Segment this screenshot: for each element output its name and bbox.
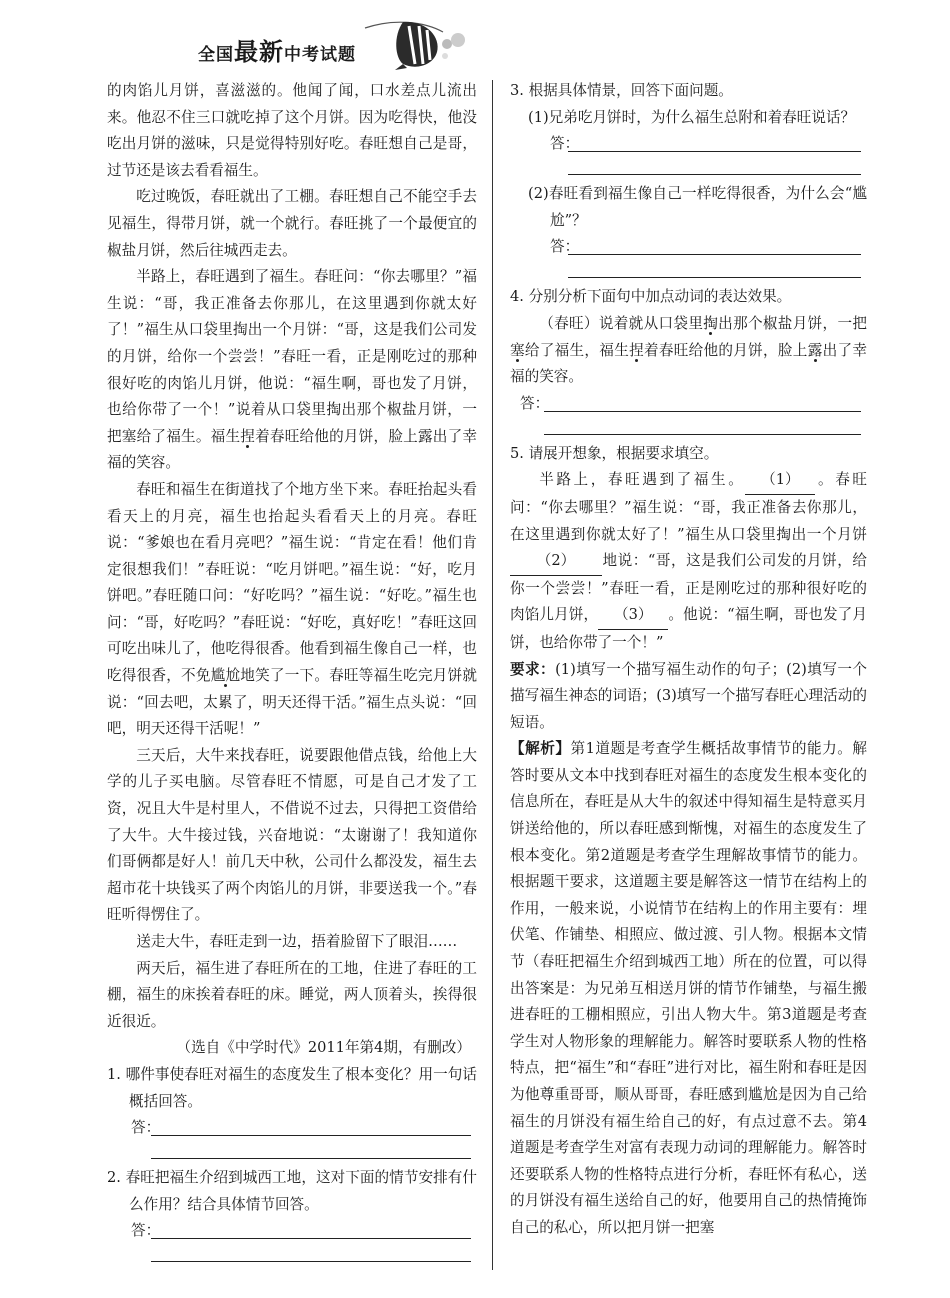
sentence-text: 出那个椒盐月饼，一把	[718, 314, 867, 332]
header-title	[198, 32, 356, 67]
question-1: 1. 哪件事使春旺对福生的态度发生了根本变化？用一句话概括回答。	[107, 1065, 477, 1110]
dotted-verb: 掏	[703, 314, 719, 332]
answer-underline	[544, 411, 861, 412]
story-text: 春旺和福生在街道找了个地方坐下来。春旺抬起头看看天上的月亮，福生也抬起头看看天上的月亮。春旺说：“爹娘也在看月亮吧？”福生说：“肯定在看！他们肯定很想我们！”春旺说：“吃月饼吧。”福生说：“好，吃月饼吧。”春旺随口问：“好吃吗？”福生说：“好吃。”福生也问：“哥，好吃吗？”春旺说：“好吃，真好吃！”春旺这回可吃出味儿了，他吃得很香。他看到福生像自己一样，也吃得很香，不免	[107, 480, 477, 685]
right-column	[510, 78, 867, 1242]
answer-line[interactable]	[107, 1115, 477, 1141]
question-5-passage	[510, 467, 867, 656]
page-header	[190, 14, 490, 72]
answer-label: 答：	[550, 135, 580, 153]
question-3: 3. 根据具体情景，回答下面问题。	[510, 82, 733, 99]
answer-underline	[151, 1261, 471, 1262]
story-paragraph	[107, 477, 477, 743]
fill-blank-1[interactable]: （1）	[745, 467, 815, 495]
dotted-verb: 捏	[629, 341, 644, 359]
question-3-2: (2)春旺看到福生像自己一样吃得很香，为什么会“尴尬”？	[528, 185, 867, 229]
passage-text: 半路上，春旺遇到了福生。	[539, 471, 746, 489]
answer-underline	[568, 174, 861, 175]
answer-line[interactable]	[510, 260, 867, 284]
fill-blank-3[interactable]: （3）	[598, 602, 668, 630]
answer-line[interactable]	[510, 131, 867, 157]
dotted-word: 尴尬	[210, 667, 241, 685]
requirement-text: (1)填写一个描写福生动作的句子；(2)填写一个描写福生神态的词语；(3)填写一个描写春旺心理活动的短语。	[510, 660, 867, 731]
story-paragraph: 吃过晚饭，春旺就出了工棚。春旺想自己不能空手去见福生，得带月饼，就一个就行。春旺挑了一个最便宜的椒盐月饼，然后往城西走去。	[107, 188, 477, 259]
requirement	[510, 657, 867, 737]
story-text: 着春旺给他的月饼，脸上露出了幸福的笑容。	[107, 427, 477, 472]
sentence-text: 着春旺给他的月饼，脸上	[643, 341, 808, 359]
source-citation: （选自《中学时代》2011年第4期，有删改）	[176, 1039, 471, 1057]
story-text: 半路上，春旺遇到了福生。春旺问：“你去哪里？”福生说：“哥，我正准备去你那儿，在这里遇到你就太好了！”福生从口袋里掏出一个月饼：“哥，这是我们公司发的月饼，给你一个尝尝！”春旺一看，正是刚吃过的那种很好吃的肉馅儿月饼，他说：“福生啊，哥也发了月饼，也给你带了一个！”说着从口袋里掏出那个椒盐月饼，一把塞给了福生。福生	[107, 268, 477, 445]
story-text: 地笑了一下。春旺等福生吃完月饼就说：“回去吧，太累了，明天还得干活。”福生点头说：“回吧，明天还得干活呢！”	[107, 667, 477, 738]
column-divider	[492, 80, 493, 1270]
sentence-text: 出了幸福的笑容。	[510, 341, 867, 386]
answer-line[interactable]	[510, 234, 867, 260]
story-paragraph: 送走大牛，春旺走到一边，捂着脸留下了眼泪……	[136, 933, 458, 950]
header-title-suffix: 中考试题	[284, 45, 356, 65]
answer-label: 答：	[131, 1119, 161, 1137]
analysis-label: 【解析】	[510, 740, 571, 758]
fill-blank-2[interactable]: （2）	[510, 548, 602, 576]
answer-line[interactable]	[510, 391, 867, 417]
sentence-text: 给了福生，福生	[524, 341, 630, 359]
answer-underline	[568, 151, 861, 152]
dotted-verb: 塞	[510, 341, 525, 359]
story-paragraph	[107, 264, 477, 477]
passage-text: 。春旺问：“你去哪里？”福生说：“哥，我正准备去你那儿，在这里遇到你就太好了！”福生从口袋里掏出一个月饼	[510, 471, 867, 543]
question-2: 2. 春旺把福生介绍到城西工地，这对下面的情节安排有什么作用？结合具体情节回答。	[107, 1169, 477, 1213]
analysis-text: 第1道题是考查学生概括故事情节的能力。解答时要从文本中找到春旺对福生的态度发生根本变化的信息所在，春旺是从大牛的叙述中得知福生是特意买月饼送给他的，所以春旺感到惭愧，对福生的态度发生了根本变化。第2道题是考查学生理解故事情节的能力。根据题干要求，这道题主要是解答这一情节在结构上的作用，一般来说，小说情节在结构上的作用主要有：埋伏笔、作铺垫、相照应、做过渡、引人物。根据本文情节（春旺把福生介绍到城西工地）所在的位置，可以得出答案是：为兄弟互相送月饼的情节作铺垫，与福生搬进春旺的工棚相照应，引出人物大牛。第3道题是考查学生对人物形象的理解能力。解答时要联系人物的性格特点，把“福生”和“春旺”进行对比，福生附和春旺是因为他尊重哥哥，顺从哥哥，春旺感到尴尬是因为自己给福生的月饼没有福生给自己的好，有点过意不去。第4道题是考查学生对富有表现力动词的理解能力。解答时还要联系人物的性格特点进行分析，春旺怀有私心，送的月饼没有福生送给自己的好，他要用自己的热情掩饰自己的私心，所以把月饼一把塞	[510, 740, 867, 1236]
header-title-prefix: 全国	[198, 45, 234, 65]
answer-label: 答：	[550, 238, 580, 256]
analysis	[510, 736, 867, 1241]
answer-line[interactable]	[107, 1141, 477, 1165]
question-4: 4. 分别分析下面句中加点动词的表达效果。	[510, 288, 792, 306]
question-3-1: (1)兄弟吃月饼时，为什么福生总附和着春旺说话？	[528, 108, 856, 126]
passage-text: 地说：“哥，这是我们公司发的月饼，给你一个尝尝！”春旺一看，正是刚吃过的那种很好吃的肉馅儿月饼，	[510, 552, 867, 624]
answer-line[interactable]	[510, 417, 867, 441]
sentence-text: （春旺）说着就从口袋里	[539, 314, 704, 332]
answer-line[interactable]	[107, 1218, 477, 1244]
passage-text: 。他说：“福生啊，哥也发了月饼，也给你带了一个！”	[510, 606, 867, 651]
story-paragraph: 三天后，大牛来找春旺，说要跟他借点钱，给他上大学的儿子买电脑。尽管春旺不情愿，可是自己才发了工资，况且大牛是村里人，不借说不过去，只得把工资借给了大牛。大牛接过钱，兴奋地说：“太谢谢了！我知道你们哥俩都是好人！前几天中秋，公司什么都没发，福生去超市花十块钱买了两个肉馅儿的月饼，非要送我一个。”春旺听得愣住了。	[107, 746, 477, 924]
answer-underline	[151, 1238, 471, 1239]
answer-line[interactable]	[107, 1244, 477, 1268]
requirement-label: 要求：	[510, 660, 556, 678]
header-title-emphasis: 最新	[234, 38, 284, 66]
story-paragraph: 的肉馅儿月饼，喜滋滋的。他闻了闻，口水差点儿流出来。他忍不住三口就吃掉了这个月饼。因为吃得快，他没吃出月饼的滋味，只是觉得特别好吃。春旺想自己是哥，过节还是该去看看福生。	[107, 82, 477, 179]
answer-underline	[151, 1158, 471, 1159]
answer-underline	[568, 277, 861, 278]
dotted-verb: 露	[807, 341, 823, 359]
question-5: 5. 请展开想象，根据要求填空。	[510, 444, 719, 462]
answer-line[interactable]	[510, 157, 867, 181]
answer-underline	[568, 254, 861, 255]
left-column	[107, 78, 477, 1268]
answer-underline	[544, 434, 861, 435]
dotted-word: 捏	[240, 427, 256, 445]
fish-logo-icon	[355, 14, 475, 72]
story-paragraph: 两天后，福生进了春旺所在的工地，住进了春旺的工棚，福生的床挨着春旺的床。睡觉，两人顶着头，挨得很近很近。	[107, 959, 477, 1030]
question-4-sentence	[510, 311, 867, 391]
answer-label: 答：	[131, 1222, 161, 1240]
answer-underline	[151, 1135, 471, 1136]
answer-label: 答：	[520, 394, 550, 412]
